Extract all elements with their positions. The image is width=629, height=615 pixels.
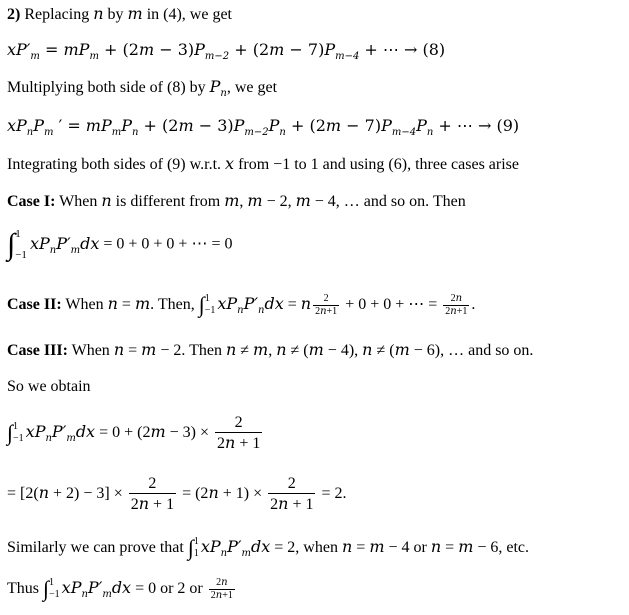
case-3-label: Case III: — [7, 342, 68, 359]
item-number: 2) — [7, 6, 21, 23]
line-1: 2) Replacing n by m in (4), we get — [7, 4, 232, 23]
case-3-result: = [2(n + 2) − 3] × $\frac{2}{2n + 1}$ = (2n + 1) × $\frac{2}{2n + 1}$ = 2. — [7, 475, 347, 514]
line-13: Similarly we can prove that ∫ 1 1 $xP_nP'_mdx = 2$, when n = m − 4 or n = m − 6, etc. — [7, 535, 530, 560]
case-1-label: Case I: — [7, 193, 56, 210]
equation-9: $xP_nP_m$ ′ = $mP_mP_n + (2m - 3)P_{m-2}P_n + (2m - 7)P_{m-4}P_n$ + ⋯ → (9) — [7, 116, 520, 138]
case-1-integral: ∫ 1 −1 $xP_nP'_mdx = 0 + 0 + 0$ + ⋯ = 0 — [7, 227, 233, 261]
case-3: Case III: When n = m − 2. Then n ≠ m, n ≠ (m − 4), n ≠ (m − 6), … and so on. — [7, 340, 534, 359]
integral-sign: ∫ — [7, 227, 16, 261]
case-1: Case I: When n is different from m, m − 2, m − 4, … and so on. Then — [7, 191, 466, 210]
case-2-label: Case II: — [7, 295, 62, 313]
line-5: Integrating both sides of (9) w.r.t. x from −1 to 1 and using (6), three cases arise — [7, 154, 519, 173]
conclusion: Thus ∫ 1 −1 $xP_nP'_mdx = 0$ or 2 or $\frac{2n}{2n+1}$ — [7, 576, 233, 601]
line-3: Multiplying both side of (8) by $P_n$, we get — [7, 77, 278, 99]
case-2: Case II: When n = m. Then, ∫ 1 −1 $xP_nP'_ndx = n$ $\frac{2}{2n+1}$ + 0 + 0 + ⋯ = $\frac{2n}{2n+1}$ . — [7, 292, 476, 317]
equation-8: $xP'_m = mP_m + (2m - 3)P_{m-2} + (2m - 7)P_{m-4}$ + ⋯ → (8) — [7, 40, 446, 62]
line-10: So we obtain — [7, 378, 91, 395]
case-3-integral: ∫ 1 −1 $xP_nP'_mdx = 0 + (2m - 3)$ × $\frac{2}{2n + 1}$ — [7, 414, 261, 453]
